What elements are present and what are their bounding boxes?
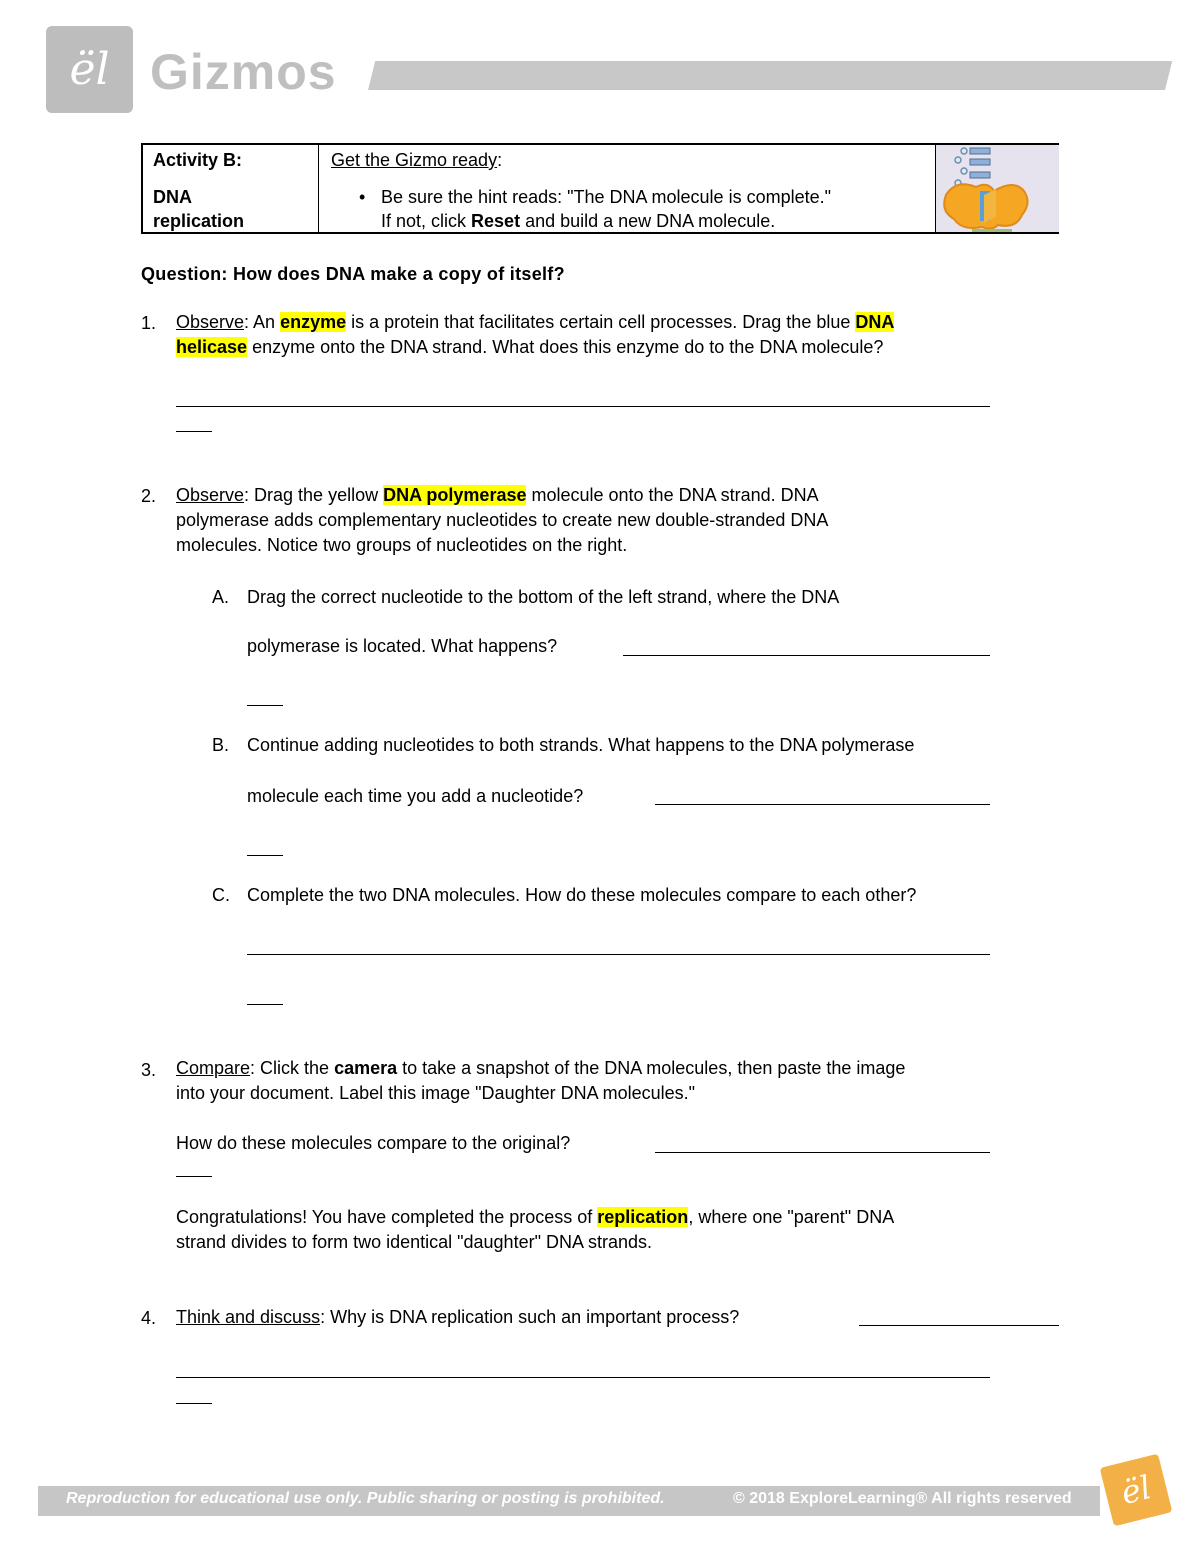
q1-answer-line[interactable] <box>176 406 990 407</box>
q3-congrats-line1: Congratulations! You have completed the process of replication, where one "parent" DNA <box>176 1207 895 1227</box>
q2a-text-line1: Drag the correct nucleotide to the bottom of the left strand, where the DNA <box>247 587 840 607</box>
q2c-letter: C. <box>212 885 230 905</box>
activity-label: Activity B: <box>153 150 243 170</box>
activity-instructions-cell <box>319 145 935 232</box>
q2b-text-line2: molecule each time you add a nucleotide? <box>247 786 584 806</box>
bullet-text-line1: Be sure the hint reads: "The DNA molecule is complete." <box>381 187 831 207</box>
q4-answer-line-1[interactable] <box>859 1325 1059 1326</box>
q3-answer-line[interactable] <box>655 1152 990 1153</box>
q3-compare-question: How do these molecules compare to the original? <box>176 1133 571 1153</box>
q2-text-line3: molecules. Notice two groups of nucleotides on the right. <box>176 535 628 555</box>
q4-answer-line-tail[interactable] <box>176 1403 212 1404</box>
gizmos-brand: Gizmos <box>150 44 337 100</box>
bullet-dot: • <box>359 187 366 207</box>
activity-table <box>141 143 1059 234</box>
activity-title-line2: replication <box>153 211 245 231</box>
ready-heading: Get the Gizmo ready: <box>331 150 503 170</box>
bullet-text-line2: If not, click Reset and build a new DNA molecule. <box>381 211 776 231</box>
activity-title-line1: DNA <box>153 187 192 207</box>
q1-answer-line-tail[interactable] <box>176 431 212 432</box>
header-bar <box>368 61 1172 90</box>
q2c-text-line1: Complete the two DNA molecules. How do these molecules compare to each other? <box>247 885 917 905</box>
q2b-letter: B. <box>212 735 230 755</box>
q2b-text-line1: Continue adding nucleotides to both strands. What happens to the DNA polymerase <box>247 735 915 755</box>
footer-notice: Reproduction for educational use only. Public sharing or posting is prohibited. <box>66 1490 665 1507</box>
q2-text-line2: polymerase adds complementary nucleotides to create new double-stranded DNA <box>176 510 829 530</box>
q2-text-line1: Observe: Drag the yellow DNA polymerase molecule onto the DNA strand. DNA <box>176 485 819 505</box>
question-heading: Question: How does DNA make a copy of itself? <box>141 264 565 284</box>
q3-text-line2: into your document. Label this image "Daughter DNA molecules." <box>176 1083 696 1103</box>
q4-number: 4. <box>141 1308 157 1328</box>
q2b-answer-line-tail[interactable] <box>247 855 283 856</box>
q1-text-line1: Observe: An enzyme is a protein that facilitates certain cell processes. Drag the blue DNA <box>176 312 895 332</box>
activity-label-cell <box>143 145 319 232</box>
q3-text-line1: Compare: Click the camera to take a snapshot of the DNA molecules, then paste the image <box>176 1058 906 1078</box>
q1-number: 1. <box>141 313 157 333</box>
q3-congrats-line2: strand divides to form two identical "daughter" DNA strands. <box>176 1232 653 1252</box>
q2a-text-line2: polymerase is located. What happens? <box>247 636 558 656</box>
q2c-answer-line[interactable] <box>247 954 990 955</box>
q4-text-line1: Think and discuss: Why is DNA replication such an important process? <box>176 1307 740 1327</box>
gizmo-thumbnail <box>935 145 1059 232</box>
q2a-answer-line[interactable] <box>623 655 990 656</box>
q2-number: 2. <box>141 486 157 506</box>
q2a-answer-line-tail[interactable] <box>247 705 283 706</box>
q4-answer-line-2[interactable] <box>176 1377 990 1378</box>
dna-polymerase-icon <box>936 145 1059 232</box>
q3-number: 3. <box>141 1060 157 1080</box>
q2b-answer-line[interactable] <box>655 804 990 805</box>
q2c-answer-line-tail[interactable] <box>247 1004 283 1005</box>
explorelearning-logo: ël <box>46 26 133 113</box>
q1-text-line2: helicase enzyme onto the DNA strand. What does this enzyme do to the DNA molecule? <box>176 337 884 357</box>
q2a-letter: A. <box>212 587 230 607</box>
explorelearning-badge-icon: ël <box>1100 1454 1173 1527</box>
q3-answer-line-tail[interactable] <box>176 1176 212 1177</box>
footer-copyright: © 2018 ExploreLearning® All rights reserved <box>733 1490 1072 1507</box>
